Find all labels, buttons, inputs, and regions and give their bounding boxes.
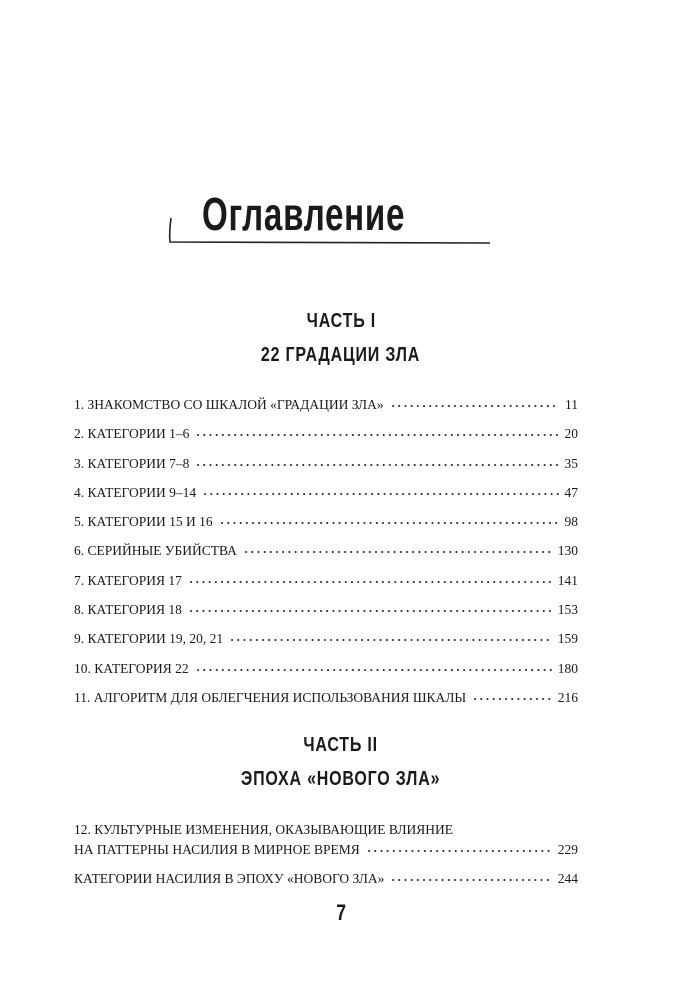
part-1-subtitle: 22 ГРАДАЦИИ ЗЛА <box>261 344 421 366</box>
toc-entry[interactable]: 11. АЛГОРИТМ ДЛЯ ОБЛЕГЧЕНИЯ ИСПОЛЬЗОВАНИЯ ШКАЛЫ 216 <box>74 689 578 705</box>
part-2-label: ЧАСТЬ II <box>303 734 379 756</box>
toc-entry[interactable]: 3. КАТЕГОРИИ 7–8 35 <box>74 455 578 471</box>
page-title: Оглавление <box>202 188 406 240</box>
toc-entry[interactable]: 2. КАТЕГОРИИ 1–6 20 <box>74 426 578 442</box>
toc-entry[interactable]: 8. КАТЕГОРИЯ 18 153 <box>74 602 578 618</box>
toc-entry[interactable]: 12. КУЛЬТУРНЫЕ ИЗМЕНЕНИЯ, ОКАЗЫВАЮЩИЕ ВЛИЯНИЕ НА ПАТТЕРНЫ НАСИЛИЯ В МИРНОЕ ВРЕМЯ 229 <box>74 822 578 857</box>
toc-entry[interactable]: 6. СЕРИЙНЫЕ УБИЙСТВА 130 <box>74 543 578 559</box>
toc-entry[interactable]: 5. КАТЕГОРИИ 15 И 16 98 <box>74 514 578 530</box>
toc-entry-line: 12. КУЛЬТУРНЫЕ ИЗМЕНЕНИЯ, ОКАЗЫВАЮЩИЕ ВЛИЯНИЕ <box>74 822 453 837</box>
toc-entry[interactable]: КАТЕГОРИИ НАСИЛИЯ В ЭПОХУ «НОВОГО ЗЛА» 244 <box>74 871 578 887</box>
toc-entry[interactable]: 7. КАТЕГОРИЯ 17 141 <box>74 572 578 588</box>
toc-part-2 <box>74 820 578 899</box>
page-number: 7 <box>336 900 346 925</box>
toc-entry[interactable]: 9. КАТЕГОРИИ 19, 20, 21 159 <box>74 631 578 647</box>
part-2-subtitle: ЭПОХА «НОВОГО ЗЛА» <box>241 768 441 790</box>
toc-entry[interactable]: 4. КАТЕГОРИИ 9–14 47 <box>74 484 578 500</box>
title-block <box>160 186 490 246</box>
toc-entry[interactable]: 10. КАТЕГОРИЯ 22 180 <box>74 660 578 676</box>
toc-part-1 <box>74 395 578 717</box>
toc-entry[interactable]: 1. ЗНАКОМСТВО СО ШКАЛОЙ «ГРАДАЦИИ ЗЛА» 11 <box>74 397 578 412</box>
part-1-label: ЧАСТЬ I <box>306 310 376 332</box>
